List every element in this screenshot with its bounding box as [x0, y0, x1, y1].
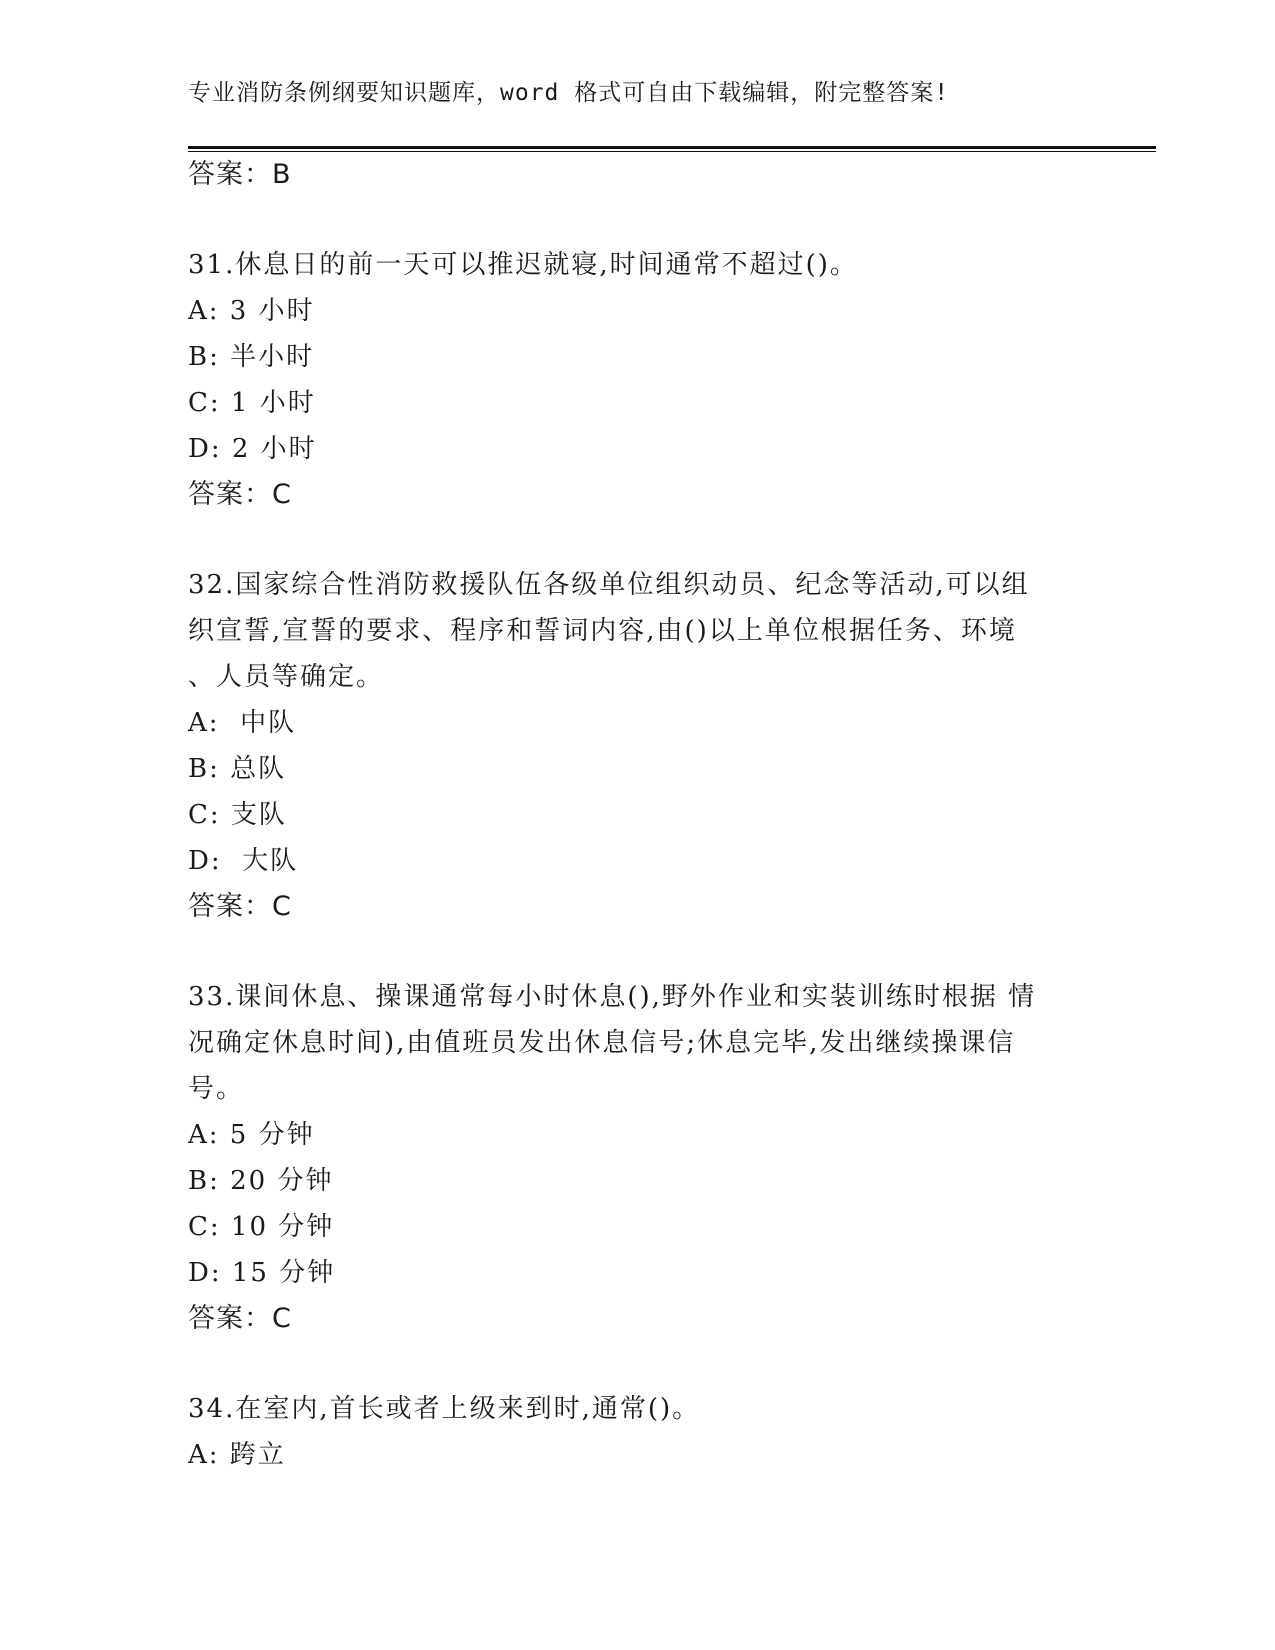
option-d: D: 15 分钟: [188, 1258, 336, 1288]
answer: 答案：C: [188, 1303, 292, 1334]
answer: 答案：C: [188, 891, 292, 922]
option-b: B: 半小时: [188, 342, 315, 372]
question-list: [188, 152, 1088, 1478]
question-text: 织宣誓,宣誓的要求、程序和誓词内容,由()以上单位根据任务、环境: [188, 616, 1017, 646]
question-32: [188, 562, 1088, 930]
answer: 答案：C: [188, 479, 292, 510]
option-a: A: 中队: [188, 708, 297, 738]
option-d: D: 大队: [188, 846, 299, 876]
option-a: A: 5 分钟: [188, 1120, 315, 1150]
option-b: B: 总队: [188, 754, 287, 784]
question-text: 34.在室内,首长或者上级来到时,通常()。: [188, 1394, 701, 1424]
question-text: 32.国家综合性消防救援队伍各级单位组织动员、纪念等活动,可以组: [188, 570, 1030, 600]
option-c: C: 10 分钟: [188, 1212, 335, 1242]
question-text: 31.休息日的前一天可以推迟就寝,时间通常不超过()。: [188, 250, 858, 280]
question-text: 号。: [188, 1074, 245, 1104]
question-text: 况确定休息时间),由值班员发出休息信号;休息完毕,发出继续操课信: [188, 1028, 1016, 1058]
question-33: [188, 974, 1088, 1342]
question-text: 、人员等确定。: [188, 662, 385, 692]
question-text: 33.课间休息、操课通常每小时休息(),野外作业和实装训练时根据 情: [188, 982, 1037, 1012]
previous-answer: 答案：B: [188, 159, 292, 190]
option-c: C: 支队: [188, 800, 287, 830]
option-a: A: 3 小时: [188, 296, 315, 326]
option-a: A: 跨立: [188, 1440, 286, 1470]
question-34: [188, 1386, 1088, 1478]
option-c: C: 1 小时: [188, 388, 316, 418]
page-header: 专业消防条例纲要知识题库，word 格式可自由下载编辑，附完整答案!: [188, 80, 950, 106]
option-d: D: 2 小时: [188, 434, 317, 464]
option-b: B: 20 分钟: [188, 1166, 334, 1196]
question-31: [188, 242, 1088, 518]
